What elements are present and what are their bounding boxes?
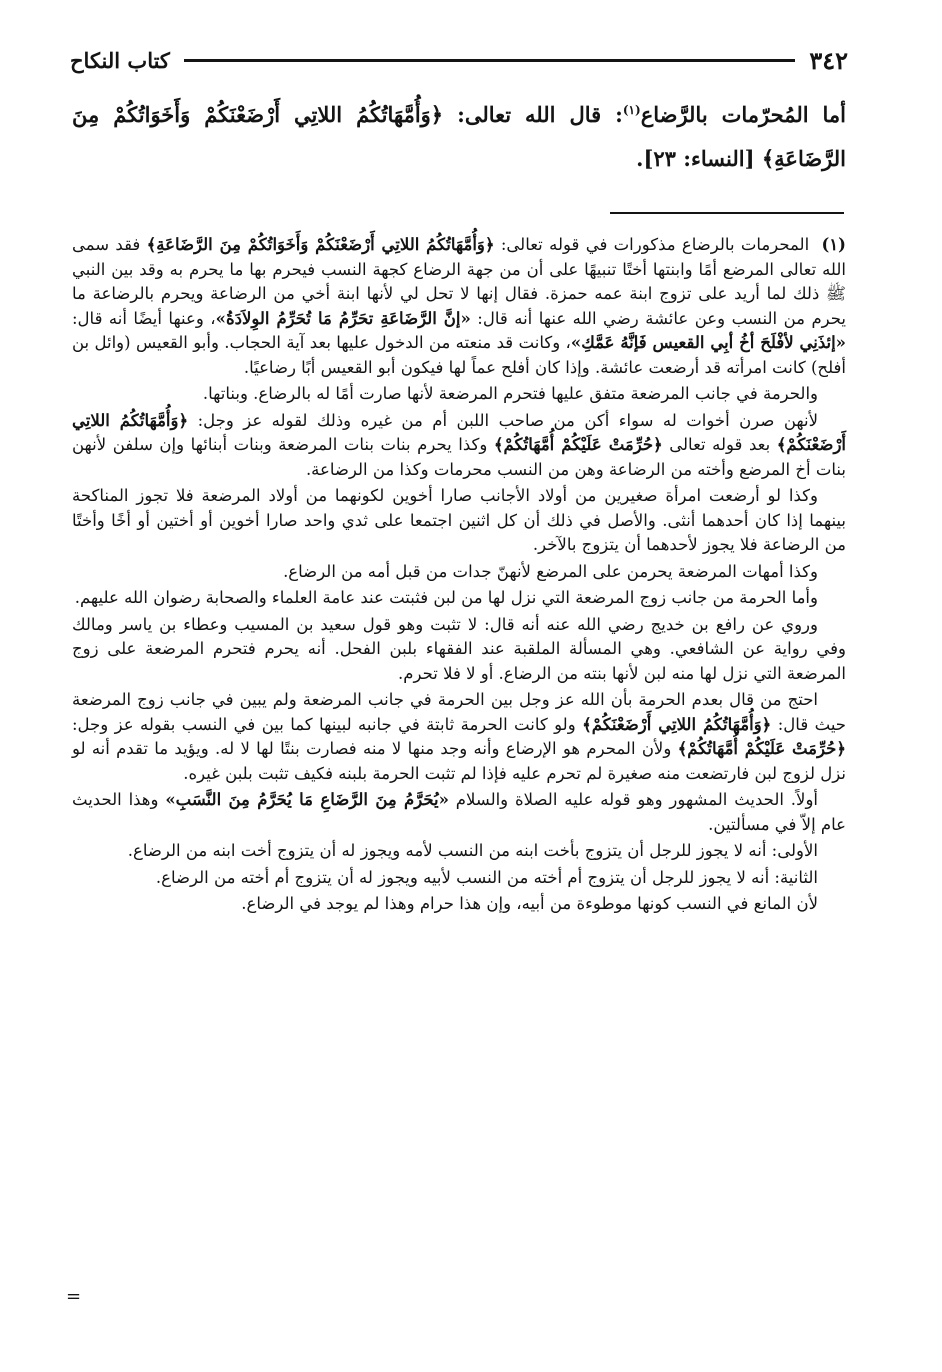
footnote-text: لأنهن صرن أخوات له سواء أكن من صاحب اللبن أم من غيره وذلك لقوله عز وجل:	[188, 410, 818, 430]
main-text	[72, 88, 846, 181]
footnote-text: ولأن المحرم هو الإرضاع وأنه وجد منها لا منه فصارت بنتًا لها لا له. ويؤيد ما تقدم أنه لو نزل لزوج لبن فارتضعت منه صغيرة لم تحرم عليه فإذا لم تثبت الحرمة بلبنه فكيف تثبت بلبن غيره.	[72, 739, 846, 783]
footnote-text: فقد سمى الله تعالى المرضع أمًا وابنتها أختًا تنبيهًا على أن من جهة الرضاع كجهة النسب فيحرم بها ما يحرم به وقد بين النبي ﷺ ذلك لما أريد على تزوج ابنة عمه حمزة. فقال إنها لا تحل لي لأنها ابنة أخي من الرضاعة ويحرم بالرضاعة ما يحرم من النسب وعن عائشة رضي الله عنها أنه قال:	[72, 235, 847, 328]
footnote-paragraph: لأن المانع في النسب كونها موطوءة من أبيه، وإن هذا حرام وهذا لم يوجد في الرضاع.	[241, 894, 818, 913]
footnote-paragraph: الأولى: أنه لا يجوز للرجل أن يتزوج بأخت ابنه من النسب لأمه ويجوز له أن يتزوج أخت ابنه من الرضاع.	[127, 841, 818, 860]
footnote-text: ، وكانت قد منعته من الدخول عليها بعد آية الحجاب. وأبو القعيس (وائل بن أفلح) كانت امرأته قد أرضعت عائشة. وإذا كان أفلح عماً لها فيكون أبو القعيس أبًا رضاعيًا.	[72, 333, 846, 377]
footnote-text: بعد قوله تعالى	[662, 435, 777, 454]
book-title: كتاب النكاح	[70, 47, 170, 73]
footnote-paragraph	[72, 409, 846, 483]
quran-verse: ﴿وَأُمَّهَاتُكُمُ اللاتِي أَرْضَعْنَكُمْ وَأَخَوَاتُكُمْ مِنَ الرَّضَاعَةِ﴾	[146, 235, 495, 254]
footnote-paragraph	[72, 688, 846, 786]
page-header	[70, 40, 848, 80]
footnote-text: أولاً. الحديث المشهور وهو قوله عليه الصلاة والسلام	[448, 790, 818, 809]
main-paragraph	[72, 88, 846, 181]
footnote-text: وكذا يحرم بنات بنات المرضعة وبنات أبنائها وإن سلفن لأنهن بنات أخ المرضع وأخته من الرضاعة وهن من النسب محرمات وكذا من الرضاعة.	[72, 435, 846, 479]
main-intro: : قال الله تعالى:	[443, 102, 623, 127]
footnote-text: ، وعنها أيضًا أنه قال:	[72, 308, 216, 328]
footnote-paragraph: والحرمة في جانب المرضعة متفق عليها فتحرم المرضعة لأنها صارت أمًا له بالرضاع. وبناتها.	[202, 384, 818, 403]
footnote-paragraph: وكذا لو أرضعت امرأة صغيرين من أولاد الأجانب صارا أخوين لكونهما من أولاد المرضعة فلا تجوز المناكحة بينهما إذا كان أحدهما أنثى. والأصل في ذلك أن كل اثنين اجتمعا على ثدي واحد صارا أخوين أو أختين أو أخًا وأختًا من الرضاعة فلا يجوز لأحدهما أن يتزوج بالآخر.	[72, 486, 846, 554]
verse-citation: [النساء: ٢٣].	[636, 146, 762, 171]
footnote-paragraph	[72, 233, 846, 380]
quran-verse: ﴿حُرِّمَتْ عَلَيْكُمْ أُمَّهَاتُكُمْ﴾	[677, 739, 846, 758]
hadith-quote: «يُحَرَّمُ مِنَ الرَّضَاعِ مَا يُحَرَّمُ مِنَ النَّسَبِ»	[165, 790, 449, 809]
footnote-text: احتج من قال بعدم الحرمة بأن الله عز وجل بين الحرمة في جانب المرضعة ولم يبين في جانب زوج المرضعة حيث قال:	[72, 690, 846, 734]
footnote-paragraph: وروي عن رافع بن خديج رضي الله عنه أنه قال: لا تثبت وهو قول سعيد بن المسيب وعطاء بن ياسر ومالك وفي رواية عن الشافعي. وهي المسألة الملقبة عند الفقهاء بلبن الفحل. أنه يحرم فتحرم المرضعة على زوج المرضعة التي نزل لها منه لبن لأنها بنته من الرضاع. أو لا فلا تحرم.	[72, 614, 846, 683]
footnote-paragraph: الثانية: أنه لا يجوز للرجل أن يتزوج أم أخته من النسب لأبيه ويجوز له أن يتزوج أم أخته من الرضاع.	[155, 867, 818, 887]
footnote-separator	[610, 212, 844, 214]
continuation-mark: =	[66, 1286, 82, 1307]
footnote-paragraph	[72, 788, 846, 837]
footnote-text: وهذا الحديث عام إلاّ في مسألتين.	[72, 790, 846, 834]
quran-verse: ﴿حُرِّمَتْ عَلَيْكُمْ أُمَّهَاتُكُمْ﴾	[493, 435, 663, 454]
footnote-section	[72, 233, 846, 919]
main-subject: أما المُحرّمات بالرَّضاع	[640, 102, 846, 127]
footnote-paragraph: وكذا أمهات المرضعة يحرمن على المرضع لأنهنّ جدات من قبل أمه من الرضاع.	[283, 561, 818, 581]
footnote-text: ولو كانت الحرمة ثابتة في جانبه لبينها كما بين في النسب بقوله عز وجل:	[72, 714, 583, 734]
page-number: ٣٤٢	[809, 45, 848, 75]
footnote-text: المحرمات بالرضاع مذكورات في قوله تعالى:	[494, 235, 816, 254]
footnote-paragraph: وأما الحرمة من جانب زوج المرضعة التي نزل لها من لبن فثبتت عند عامة العلماء والصحابة رضوان الله عليهم.	[74, 588, 818, 607]
quran-verse: ﴿وَأُمَّهَاتُكُمُ اللاتِي أَرْضَعْنَكُمْ﴾	[582, 714, 772, 734]
quran-verse: ﴿وَأُمَّهَاتُكُمُ اللاتِي أَرْضَعْنَكُمْ﴾	[72, 410, 846, 454]
header-rule	[184, 59, 795, 62]
footnote-number: (١)	[821, 235, 846, 254]
footnote-reference[interactable]: (١)	[622, 103, 641, 117]
hadith-quote: «إنَّ الرَّضَاعَةِ تحَرِّمُ مَا تُحَرِّمُ الوِلاَدَةُ»	[215, 308, 471, 328]
quran-verse: ﴿وَأُمَّهَاتُكُمُ اللاتِي أَرْضَعْنَكُمْ وَأَخَوَاتُكُمْ مِنَ الرَّضَاعَةِ﴾	[72, 102, 846, 171]
hadith-quote: «إئذَنِي لأفْلَحَ أخُ أبِي القعيس فَإنَّهُ عَمَّكِ»	[570, 333, 846, 352]
